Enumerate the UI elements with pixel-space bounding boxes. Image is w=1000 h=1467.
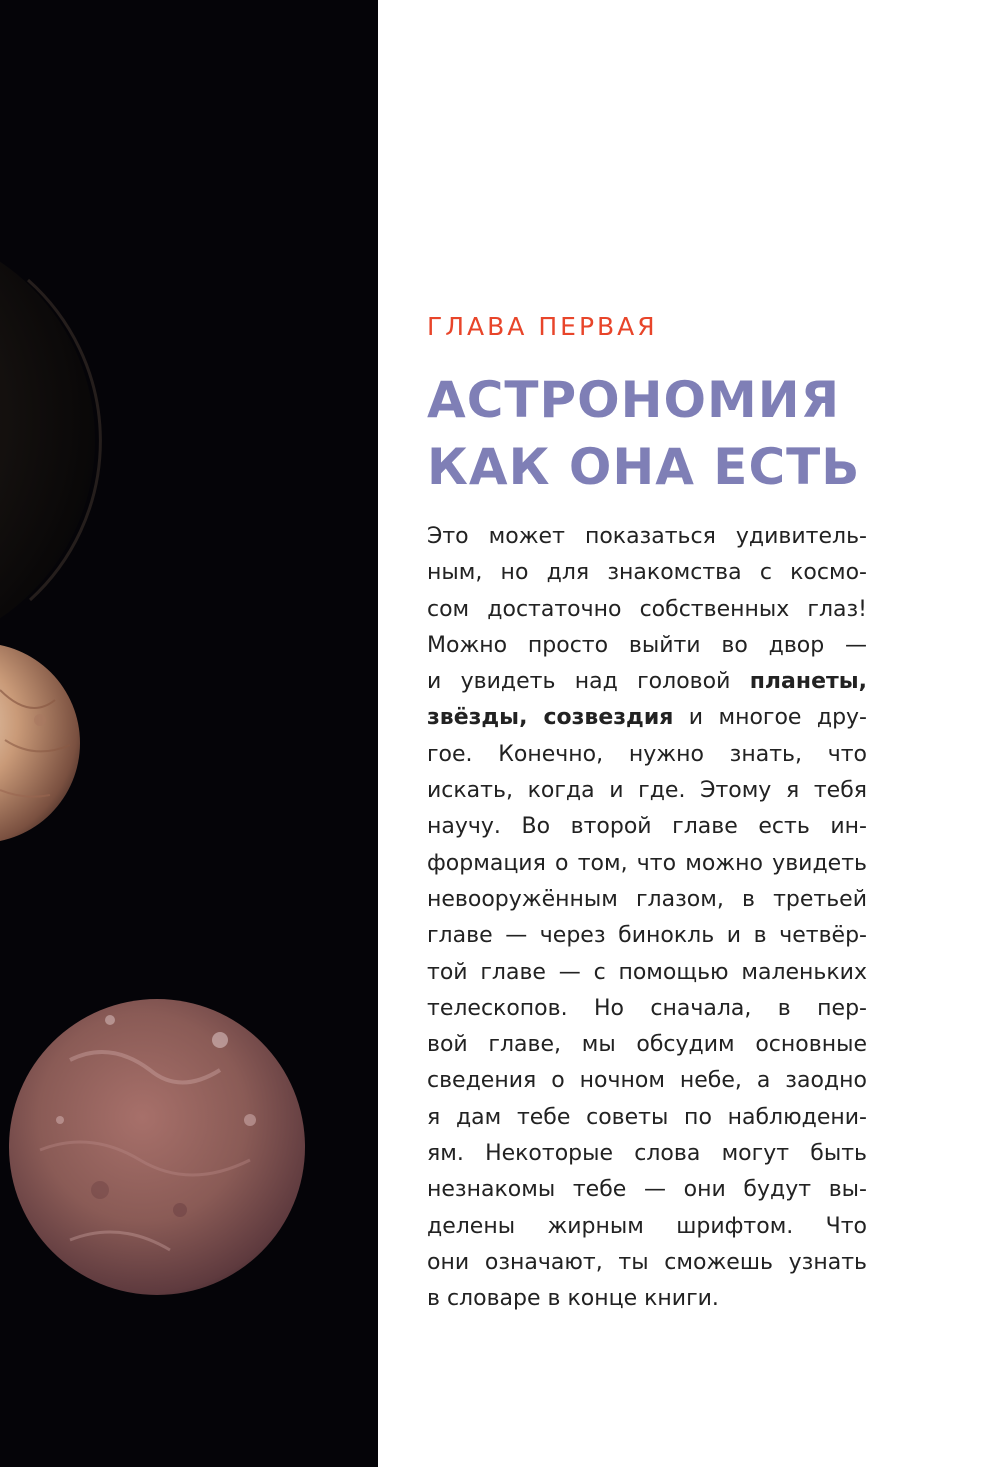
body-line-3: сом достаточно собственных глаз! xyxy=(427,596,867,622)
body-line-20: делены жирным шрифтом. Что xyxy=(427,1213,867,1239)
body-line-2: ным, но для знакомства с космо- xyxy=(427,560,867,586)
space-illustration xyxy=(0,0,378,1467)
europa-moon xyxy=(0,643,80,843)
body-line-6-tail: и многое дру- xyxy=(673,705,867,731)
body-line-15: вой главе, мы обсудим основные xyxy=(427,1032,867,1058)
body-line-5 xyxy=(427,664,867,700)
chapter-text-column xyxy=(427,308,867,1318)
body-line-22: в словаре в конце книги. xyxy=(427,1286,719,1312)
chapter-title xyxy=(427,367,867,501)
body-line-11: невооружённым глазом, в третьей xyxy=(427,886,867,912)
chapter-label: ГЛАВА ПЕРВАЯ xyxy=(427,312,658,341)
body-line-7: гое. Конечно, нужно знать, что xyxy=(427,741,867,767)
body-line-5-text: и увидеть над головой xyxy=(427,669,750,695)
body-line-19: незнакомы тебе — они будут вы- xyxy=(427,1177,867,1203)
ganymede-moon xyxy=(9,999,305,1295)
space-illustration-svg xyxy=(0,0,378,1467)
body-line-21: они означают, ты сможешь узнать xyxy=(427,1249,867,1275)
body-line-13: той главе — с помощью маленьких xyxy=(427,959,867,985)
body-paragraph xyxy=(427,519,867,1318)
chapter-title-line-2: КАК ОНА ЕСТЬ xyxy=(427,438,861,496)
body-line-12: главе — через бинокль и в четвёр- xyxy=(427,923,867,949)
body-line-1: Это может показаться удивитель- xyxy=(427,524,867,549)
body-line-17: я дам тебе советы по наблюдени- xyxy=(427,1104,867,1130)
bold-term-stars-constellations: звёзды, созвездия xyxy=(427,705,674,731)
body-line-6 xyxy=(427,700,867,736)
chapter-title-line-1: АСТРОНОМИЯ xyxy=(427,371,841,429)
body-line-16: сведения о ночном небе, а заодно xyxy=(427,1068,867,1094)
body-line-4: Можно просто выйти во двор — xyxy=(427,632,867,658)
bold-term-planets: планеты, xyxy=(749,669,867,695)
large-planet xyxy=(0,225,100,655)
body-line-10: формация о том, что можно увидеть xyxy=(427,850,867,876)
body-line-9: научу. Во второй главе есть ин- xyxy=(427,814,867,840)
body-line-8: искать, когда и где. Этому я тебя xyxy=(427,778,867,804)
body-line-14: телескопов. Но сначала, в пер- xyxy=(427,995,867,1021)
body-line-18: ям. Некоторые слова могут быть xyxy=(427,1141,867,1167)
